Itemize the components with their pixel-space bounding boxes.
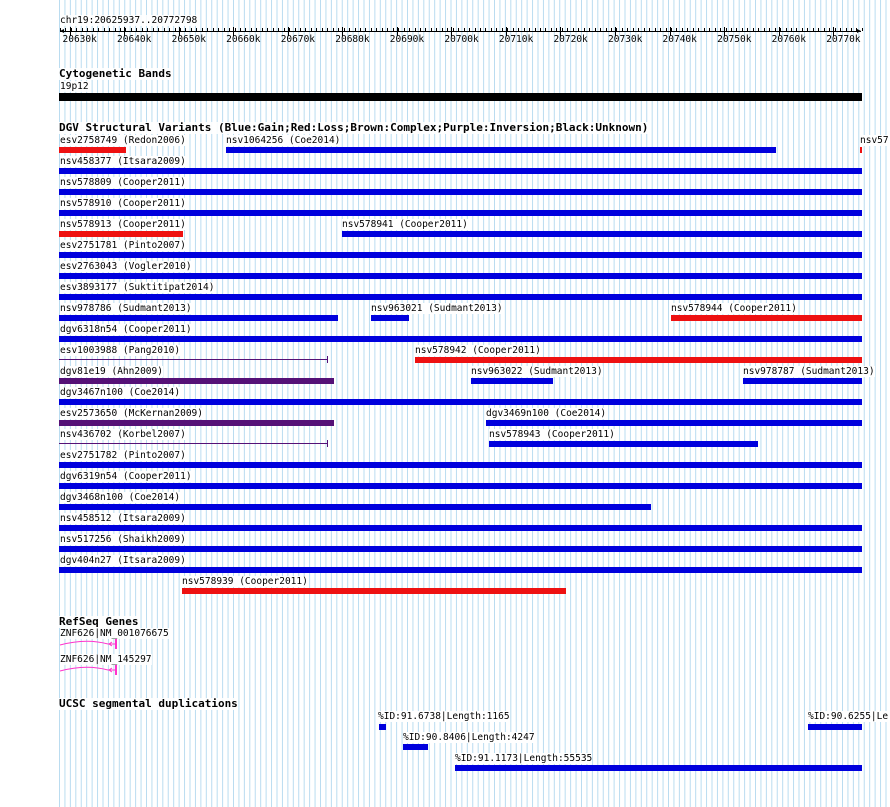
segdup-bar-2[interactable] [808,724,862,730]
segdup-label-2: %ID:90.6255|Le [808,711,889,722]
refseq-gene-2[interactable] [60,665,117,675]
segdup-label-1: %ID:91.6738|Length:1165 [378,711,510,722]
segdup-label-4: %ID:91.1173|Length:55535 [455,753,593,764]
segdup-bar-4[interactable] [455,765,862,771]
dgv-feature-label: dgv81e19 (Ahn2009) [60,366,163,377]
dgv-feature-label: nsv963021 (Sudmant2013) [371,303,503,314]
dgv-feature-label: nsv978787 (Sudmant2013) [743,366,875,377]
ruler-tick-label: 20650k [171,34,206,45]
dgv-feature-label: nsv578943 (Cooper2011) [489,429,615,440]
ruler-tick-label: 20720k [553,34,588,45]
dgv-feature-label: nsv458377 (Itsara2009) [60,156,186,167]
dgv-feature-label: dgv3469n100 (Coe2014) [486,408,607,419]
refseq-track-title: RefSeq Genes [59,615,139,628]
dgv-feature-label: esv1003988 (Pang2010) [60,345,181,356]
refseq-gene-1[interactable] [60,639,117,649]
ruler-tick-label: 20770k [826,34,861,45]
dgv-feature-label: nsv578939 (Cooper2011) [182,576,308,587]
dgv-feature-label: nsv578809 (Cooper2011) [60,177,186,188]
ruler-tick-label: 20760k [771,34,806,45]
dgv-feature-label: nsv517256 (Shaikh2009) [60,534,186,545]
cytoband-label: 19p12 [60,81,89,92]
dgv-feature-label: esv2751781 (Pinto2007) [60,240,186,251]
dgv-feature-label: nsv1064256 (Coe2014) [226,135,341,146]
ruler-tick-label: 20630k [62,34,97,45]
ruler-tick-label: 20700k [444,34,479,45]
ruler-tick-label: 20640k [117,34,152,45]
dgv-feature-label: nsv57 [860,135,889,146]
dgv-feature-label: nsv578944 (Cooper2011) [671,303,797,314]
refseq-gene-label-2: ZNF626|NM_145297 [60,654,152,665]
ruler-tick-label: 20740k [662,34,697,45]
dgv-feature-label: nsv436702 (Korbel2007) [60,429,186,440]
ruler-tick-label: 20660k [226,34,261,45]
ruler-tick-label: 20710k [498,34,534,45]
dgv-feature-label: nsv578913 (Cooper2011) [60,219,186,230]
dgv-feature-label: esv2758749 (Redon2006) [60,135,186,146]
dgv-feature-label: nsv458512 (Itsara2009) [60,513,186,524]
segdup-label-3: %ID:90.8406|Length:4247 [403,732,535,743]
dgv-feature-label: dgv3467n100 (Coe2014) [60,387,181,398]
dgv-feature-label: nsv578942 (Cooper2011) [415,345,541,356]
ruler-tick-label: 20690k [389,34,425,45]
dgv-feature-label: nsv978786 (Sudmant2013) [60,303,192,314]
ruler-tick-label: 20680k [335,34,370,45]
ruler-tick-label: 20730k [608,34,643,45]
dgv-feature-label: dgv404n27 (Itsara2009) [60,555,186,566]
dgv-feature-label: nsv963022 (Sudmant2013) [471,366,603,377]
segdup-bar-1[interactable] [379,724,386,730]
refseq-gene-label-1: ZNF626|NM_001076675 [60,628,169,639]
dgv-feature-label: esv3893177 (Suktitipat2014) [60,282,215,293]
segdup-bar-3[interactable] [403,744,428,750]
coordinate-label: chr19:20625937..20772798 [60,15,198,26]
cytoband-track-title: Cytogenetic Bands [59,67,172,80]
dgv-feature-label: esv2573650 (McKernan2009) [60,408,203,419]
dgv-feature-label: nsv578910 (Cooper2011) [60,198,186,209]
ruler-tick-label: 20750k [717,34,752,45]
segdup-track-title: UCSC segmental duplications [59,697,238,710]
dgv-feature-label: dgv6318n54 (Cooper2011) [60,324,192,335]
dgv-feature-label: nsv578941 (Cooper2011) [342,219,468,230]
dgv-track-title: DGV Structural Variants (Blue:Gain;Red:Loss;Brown:Complex;Purple:Inversion;Black:Unknown) [59,121,649,134]
dgv-feature-label: esv2751782 (Pinto2007) [60,450,186,461]
dgv-feature-label: dgv3468n100 (Coe2014) [60,492,181,503]
dgv-feature-label: dgv6319n54 (Cooper2011) [60,471,192,482]
ruler-tick-label: 20670k [280,34,316,45]
dgv-feature-label: esv2763043 (Vogler2010) [60,261,192,272]
